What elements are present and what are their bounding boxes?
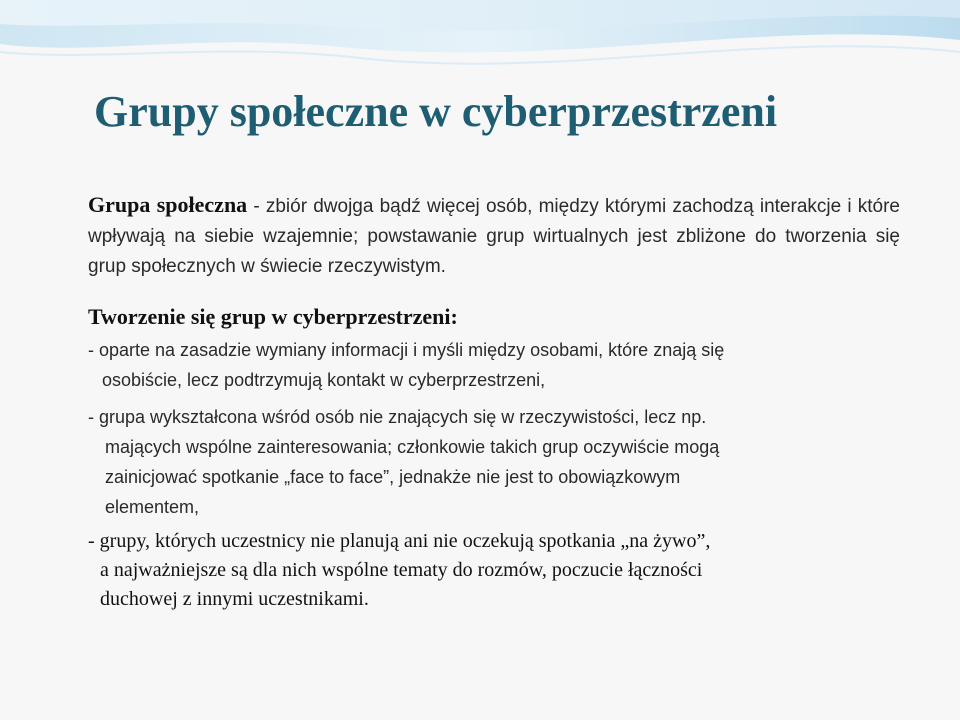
list-item-line: zainicjować spotkanie „face to face”, jednakże nie jest to obowiązkowym bbox=[105, 467, 681, 487]
list-item-line: duchowej z innymi uczestnikami. bbox=[100, 588, 369, 610]
list-item-line: elementem, bbox=[105, 497, 200, 517]
list-item bbox=[88, 527, 878, 614]
header-wave-decoration bbox=[0, 0, 960, 90]
list-item bbox=[88, 402, 878, 522]
list-item-line: a najważniejsze są dla nich wspólne tematy do rozmów, poczucie łączności bbox=[100, 559, 703, 581]
list-item-line: - grupy, których uczestnicy nie planują ani nie oczekują spotkania „na żywo”, bbox=[88, 530, 711, 552]
list-item-line: - grupa wykształcona wśród osób nie znających się w rzeczywistości, lecz np. bbox=[88, 407, 707, 427]
list-item bbox=[88, 335, 878, 395]
definition-term: Grupa społeczna bbox=[88, 192, 248, 217]
list-item-line: osobiście, lecz podtrzymują kontakt w cyberprzestrzeni, bbox=[102, 370, 546, 390]
definition-text: - zbiór dwojga bądź więcej osób, między którymi zachodzą interakcje i które wpływają na siebie wzajemnie; powstawanie grup wirtualnych jest zbliżone do tworzenia się grup społecznych w świecie rzeczywistym. bbox=[88, 196, 900, 277]
list-item-line: mających wspólne zainteresowania; członkowie takich grup oczywiście mogą bbox=[105, 437, 720, 457]
definition-paragraph bbox=[88, 190, 900, 282]
section-heading: Tworzenie się grup w cyberprzestrzeni: bbox=[88, 304, 458, 329]
list-item-line: - oparte na zasadzie wymiany informacji i myśli między osobami, które znają się bbox=[88, 340, 725, 360]
page-title: Grupy społeczne w cyberprzestrzeni bbox=[94, 87, 778, 136]
